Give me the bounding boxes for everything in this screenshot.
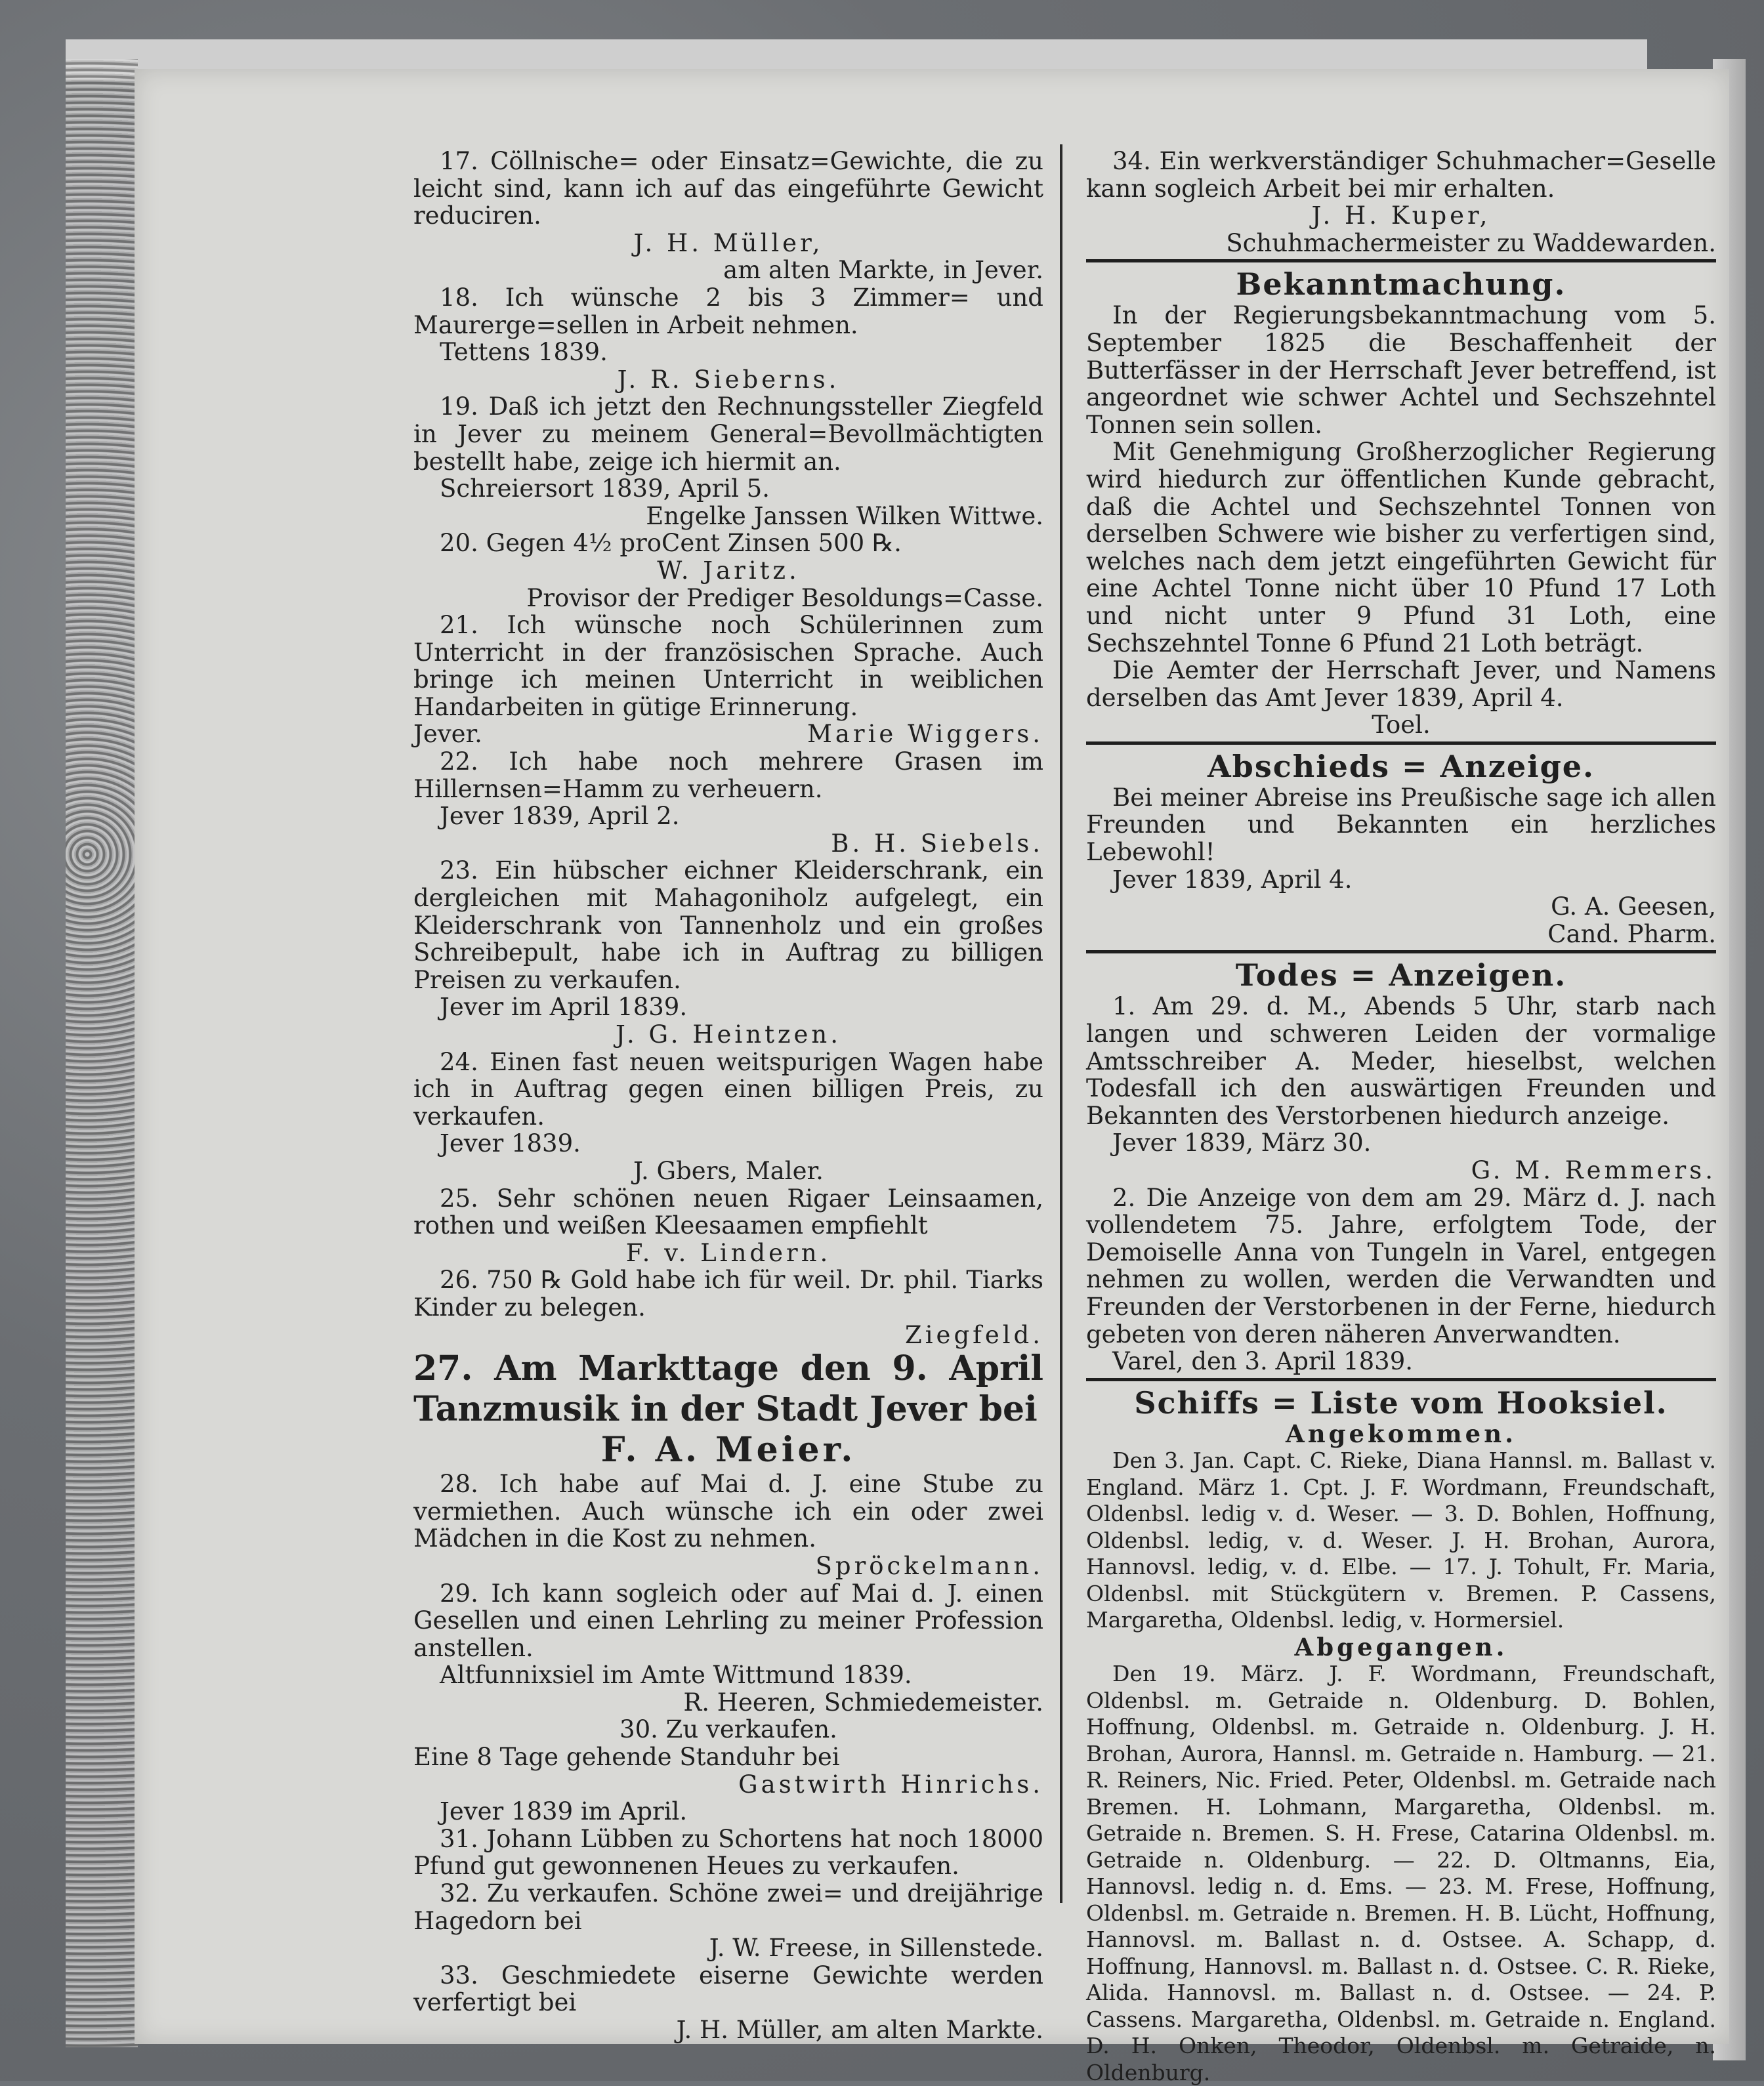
todes-section <box>1086 957 1716 1375</box>
section-rule <box>1086 741 1716 745</box>
notice-signature: J. G. Heintzen. <box>616 1020 841 1049</box>
notice-text: 32. Zu verkaufen. Schöne zwei= und dreijährige Hagedorn bei <box>413 1879 1043 1935</box>
notice-text: 26. 750 ℞ Gold habe ich für weil. Dr. phil. Tiarks Kinder zu belegen. <box>413 1266 1043 1322</box>
notice-signature: Spröckelmann. <box>815 1551 1043 1580</box>
notice-text: 20. Gegen 4½ proCent Zinsen 500 ℞. <box>440 529 902 558</box>
notice-34 <box>1086 148 1716 257</box>
notice-signature-line2: am alten Markte, in Jever. <box>723 256 1043 285</box>
book-cover-edge <box>66 59 138 2047</box>
notice-signature: F. A. Meier. <box>600 1430 856 1471</box>
notice-24 <box>413 1049 1043 1185</box>
notice-28 <box>413 1471 1043 1579</box>
notice-signature-line2: Cand. Pharm. <box>1547 919 1716 948</box>
notice-text: 21. Ich wünsche noch Schülerinnen zum Unterricht in der französischen Sprache. Auch bringe ich meinen Unterricht in weiblichen Handarbeiten in gütige Erinnerung. <box>413 611 1043 721</box>
notice-signature: G. A. Geesen, <box>1551 892 1716 921</box>
notice-23 <box>413 857 1043 1048</box>
notice-30 <box>413 1716 1043 1825</box>
schiffs-section <box>1086 1385 1716 2086</box>
notice-27 <box>413 1348 1043 1471</box>
section-heading: Todes = Anzeigen. <box>1235 957 1567 993</box>
notice-signature: J. Gbers, Maler. <box>633 1156 824 1185</box>
abschied-section <box>1086 749 1716 948</box>
notice-19 <box>413 393 1043 530</box>
ship-list-arrivals: Den 3. Jan. Capt. C. Rieke, Diana Hannsl. m. Ballast v. England. März 1. Cpt. J. F. Wordmann, Freundschaft, Oldenbsl. ledig v. d. Weser. — 3. D. Bohlen, Hoffnung, Oldenbsl. ledig, v. d. Weser. J. H. Brohan, Aurora, Hannovsl. ledig, v. d. Elbe. — 17. J. Tohult, Fr. Maria, Oldenbsl. mit Stückgütern v. Bremen. P. Cassens, Margaretha, Oldenbsl. ledig, v. Hormersiel. <box>1086 1448 1716 1633</box>
notice-signature-line2: Provisor der Prediger Besoldungs=Casse. <box>526 583 1043 612</box>
notice-26 <box>413 1266 1043 1348</box>
subsection-heading: Angekommen. <box>1286 1419 1517 1448</box>
notice-33 <box>413 1962 1043 2044</box>
notice-text: 33. Geschmiedete eiserne Gewichte werden verfertigt bei <box>413 1961 1043 2017</box>
notice-place-date: Jever 1839, April 4. <box>1112 865 1353 894</box>
section-rule <box>1086 1378 1716 1381</box>
notice-place-date: Tettens 1839. <box>440 338 608 367</box>
notice-31 <box>413 1825 1043 1880</box>
notice-text: 19. Daß ich jetzt den Rechnungssteller Ziegfeld in Jever zu meinem General=Bevollmächtigten bestellt habe, zeige ich hiermit an. <box>413 392 1043 476</box>
notice-18 <box>413 284 1043 393</box>
notice-signature: Toel. <box>1372 711 1431 740</box>
notice-place-date: Jever 1839, März 30. <box>1112 1129 1372 1158</box>
notice-text-large: 27. Am Markttage den 9. April Tanzmusik in der Stadt Jever bei <box>413 1348 1043 1430</box>
bekanntmachung-section <box>1086 266 1716 739</box>
notice-32 <box>413 1880 1043 1962</box>
notice-place-date: Jever 1839, April 2. <box>440 802 680 831</box>
notice-text: 24. Einen fast neuen weitspurigen Wagen habe ich in Auftrag gegen einen billigen Preis, zu verkaufen. <box>413 1047 1043 1131</box>
notice-signature: B. H. Siebels. <box>831 829 1043 858</box>
subsection-heading: Abgegangen. <box>1294 1632 1508 1661</box>
notice-place-date: Schreiersort 1839, April 5. <box>440 474 770 503</box>
section-paragraph: 1. Am 29. d. M., Abends 5 Uhr, starb nach langen und schweren Leiden der vormalige Amtsschreiber A. Meder, hieselbst, welchen Todesfall ich den auswärtigen Freunden und Bekannten des Verstorbenen hiedurch anzeige. <box>1086 992 1716 1130</box>
notice-17 <box>413 148 1043 284</box>
section-heading: Abschieds = Anzeige. <box>1207 748 1595 784</box>
notice-text: 25. Sehr schönen neuen Rigaer Leinsaamen, rothen und weißen Kleesaamen empfiehlt <box>413 1184 1043 1240</box>
notice-text: 23. Ein hübscher eichner Kleiderschrank, ein dergleichen mit Mahagoniholz aufgelegt, ein Kleiderschrank von Tannenholz und ein großes Schreibepult, habe ich in Auftrag zu billigen Preisen zu verkaufen. <box>413 856 1043 994</box>
notice-signature-line2: Schuhmachermeister zu Waddewarden. <box>1226 228 1716 257</box>
notice-signature: J. W. Freese, in Sillenstede. <box>709 1934 1043 1963</box>
notice-20 <box>413 530 1043 612</box>
ship-list-departures: Den 19. März. J. F. Wordmann, Freundschaft, Oldenbsl. m. Getraide n. Oldenburg. D. Bohlen, Hoffnung, Oldenbsl. m. Getraide n. Oldenburg. J. H. Brohan, Aurora, Hannsl. m. Getraide n. Hamburg. — 21. R. Reiners, Nic. Fried. Peter, Oldenbsl. m. Getraide nach Bremen. H. Lohmann, Margaretha, Oldenbsl. m. Getraide n. Bremen. S. H. Frese, Catarina Oldenbsl. m. Getraide n. Oldenburg. — 22. D. Oltmanns, Eia, Hannovsl. ledig n. d. Ems. — 23. M. Frese, Hoffnung, Oldenbsl. m. Getraide n. Bremen. H. B. Lücht, Hoffnung, Hannovsl. m. Ballast n. d. Ostsee. A. Schapp, d. Hoffnung, Hannovsl. m. Ballast n. d. Ostsee. C. R. Rieke, Alida. Hannovsl. m. Ballast n. d. Ostsee. — 24. P. Cassens. Margaretha, Oldenbsl. m. Getraide n. England. D. H. Onken, Theodor, Oldenbsl. m. Getraide, n. Oldenburg. <box>1086 1661 1716 2085</box>
notice-place-date: Jever 1839. <box>440 1129 581 1158</box>
section-paragraph: 2. Die Anzeige von dem am 29. März d. J. nach vollendetem 75. Jahre, erfolgtem Tode, der Demoiselle Anna von Tungeln in Varel, entgegen nehmen zu wollen, werden die Verwandten und Freunden der Verstorbenen in der Ferne, hiedurch gebeten von deren näheren Anverwandten. <box>1086 1183 1716 1348</box>
section-paragraph: Mit Genehmigung Großherzoglicher Regierung wird hiedurch zur öffentlichen Kunde gebracht, daß die Achtel und Sechszehntel Tonnen von derselben Schwere wie bisher zu verfertigen sind, welches nach dem jetzt eingeführten Gewicht für eine Achtel Tonne nicht über 10 Pfund 17 Loth und nicht unter 9 Pfund 31 Loth, eine Sechszehntel Tonne 6 Pfund 21 Loth beträgt. <box>1086 438 1716 657</box>
notice-signature: Engelke Janssen Wilken Wittwe. <box>646 501 1043 530</box>
right-column <box>1086 148 1716 2086</box>
notice-text: 22. Ich habe noch mehrere Grasen im Hillernsen=Hamm zu verheuern. <box>413 747 1043 803</box>
column-divider <box>1060 144 1062 1903</box>
notice-text: 17. Cöllnische= oder Einsatz=Gewichte, die zu leicht sind, kann ich auf das eingeführte Gewicht reduciren. <box>413 147 1043 230</box>
section-paragraph: Die Aemter der Herrschaft Jever, und Namens derselben das Amt Jever 1839, April 4. <box>1086 656 1716 712</box>
notice-signature: J. H. Kuper, <box>1311 201 1491 230</box>
notice-text: 28. Ich habe auf Mai d. J. eine Stube zu vermiethen. Auch wünsche ich ein oder zwei Mädchen in die Kost zu nehmen. <box>413 1470 1043 1553</box>
notice-signature: J. H. Müller, am alten Markte. <box>676 2016 1043 2044</box>
notice-place-date: Jever 1839 im April. <box>440 1797 688 1826</box>
notice-signature: Ziegfeld. <box>905 1320 1043 1349</box>
section-heading: Schiffs = Liste vom Hooksiel. <box>1134 1385 1668 1421</box>
section-paragraph: Bei meiner Abreise ins Preußische sage ich allen Freunden und Bekannten ein herzliches Lebewohl! <box>1086 783 1716 867</box>
notice-22 <box>413 748 1043 857</box>
section-paragraph: In der Regierungsbekanntmachung vom 5. September 1825 die Beschaffenheit der Butterfässer in der Herrschaft Jever betreffend, ist angeordnet wie schwer Achtel und Sechszehntel Tonnen sein sollen. <box>1086 301 1716 439</box>
notice-29 <box>413 1580 1043 1717</box>
notice-place-date: Altfunnixsiel im Amte Wittmund 1839. <box>440 1661 912 1690</box>
notice-25 <box>413 1185 1043 1267</box>
notice-heading: 30. Zu verkaufen. <box>620 1715 837 1744</box>
notice-signature: J. R. Sieberns. <box>617 365 840 394</box>
section-rule <box>1086 950 1716 953</box>
notice-text: Eine 8 Tage gehende Standuhr bei <box>413 1743 840 1772</box>
notice-signature: J. H. Müller, <box>633 228 824 257</box>
notice-signature: W. Jaritz. <box>657 556 800 585</box>
notice-signature: R. Heeren, Schmiedemeister. <box>683 1688 1043 1717</box>
notice-signature: Gastwirth Hinrichs. <box>738 1770 1043 1799</box>
notice-text: 34. Ein werkverständiger Schuhmacher=Geselle kann sogleich Arbeit bei mir erhalten. <box>1086 147 1716 203</box>
notice-text: 18. Ich wünsche 2 bis 3 Zimmer= und Maurerge=sellen in Arbeit nehmen. <box>413 283 1043 339</box>
left-column <box>413 148 1043 2044</box>
section-rule <box>1086 259 1716 262</box>
notice-place-date: Varel, den 3. April 1839. <box>1112 1347 1414 1376</box>
notice-signature: Marie Wiggers. <box>807 720 1043 749</box>
notice-signature: F. v. Lindern. <box>625 1238 831 1267</box>
section-heading: Bekanntmachung. <box>1236 266 1566 302</box>
notice-text: 29. Ich kann sogleich oder auf Mai d. J. einen Gesellen und einen Lehrling zu meiner Profession anstellen. <box>413 1579 1043 1662</box>
notice-21 <box>413 612 1043 748</box>
notice-signature: G. M. Remmers. <box>1471 1156 1716 1184</box>
notice-place-date: Jever. <box>413 720 482 749</box>
notice-text: 31. Johann Lübben zu Schortens hat noch 18000 Pfund gut gewonnenen Heues zu verkaufen. <box>413 1824 1043 1881</box>
notice-place-date: Jever im April 1839. <box>440 993 688 1022</box>
